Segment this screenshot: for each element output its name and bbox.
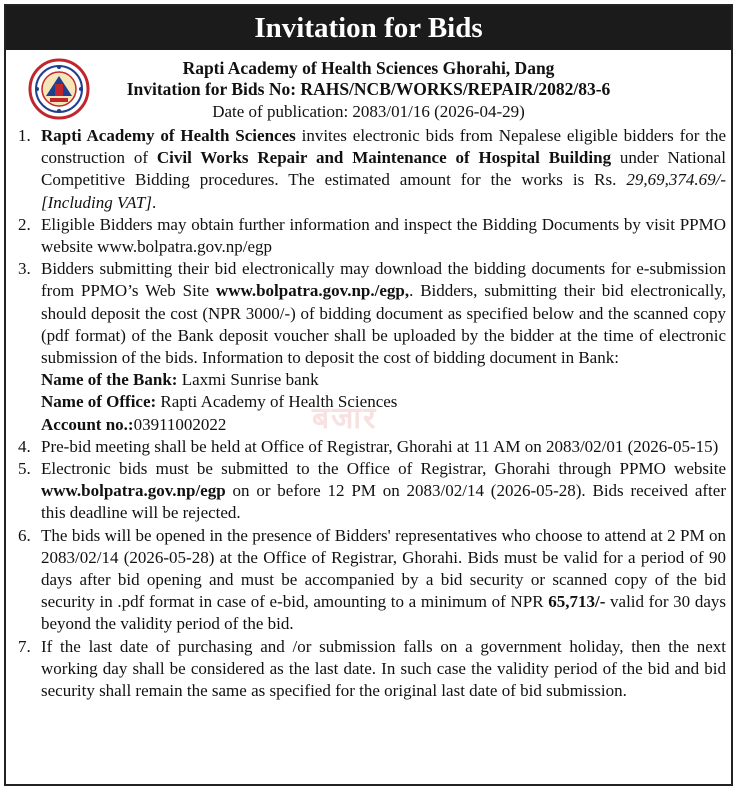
clause-list <box>18 125 726 702</box>
publication-date: Date of publication: 2083/01/16 (2026-04-29) <box>212 102 525 121</box>
office-value: Rapti Academy of Health Sciences <box>156 392 398 412</box>
clause-number: 4. <box>18 436 31 456</box>
clause-4 <box>18 436 726 458</box>
clause-5 <box>18 458 726 525</box>
clause-2 <box>18 214 726 258</box>
clause-number: 3. <box>18 259 31 279</box>
clause-1 <box>18 125 726 214</box>
clause-number: 2. <box>18 214 31 234</box>
clause-text: invites electronic bids from Nepalese eligible bidders for the construction of <box>41 126 726 168</box>
clause-text: Bidders submitting their bid electronically may download the bidding documents for e-submission from PPMO’s Web Site <box>41 259 726 301</box>
clause-text: . <box>151 192 157 212</box>
organization-name: Rapti Academy of Health Sciences Ghorahi, Dang <box>182 58 555 78</box>
estimated-amount: 29,69,374.69/- [Including VAT] <box>41 170 726 212</box>
account-value: 03911002022 <box>133 414 227 434</box>
ifb-number: Invitation for Bids No: RAHS/NCB/WORKS/REPAIR/2082/83-6 <box>126 79 611 99</box>
clause-number: 5. <box>18 459 31 479</box>
bank-name-row <box>41 369 726 391</box>
clause-text: If the last date of purchasing and /or submission falls on a government holiday, then the next working day shall be considered as the last date. In such case the validity period of the bid and bid security shall remain the same as specified for the original last date of bid submission. <box>41 636 726 701</box>
clause-number: 7. <box>18 636 31 656</box>
clause-text: . Bidders, submitting their bid electronically, should deposit the cost (NPR 3000/-) of bidding document as specified below and the scanned copy (pdf format) of the Bank deposit voucher shall be uploaded by the bidder at the time of electronic submission of the bids. Information to deposit the cost of bidding document in Bank: <box>41 281 726 368</box>
clause-text: Pre-bid meeting shall be held at Office of Registrar, Ghorahi at 11 AM on 2083/02/01 (2026-05-15) <box>41 436 719 456</box>
clause-text: under National Competitive Bidding procedures. The estimated amount for the works is Rs. <box>41 148 726 190</box>
office-name-row <box>41 391 726 413</box>
clause-6 <box>18 525 726 636</box>
bank-value: Laxmi Sunrise bank <box>177 370 319 390</box>
bank-label: Name of the Bank: <box>41 370 178 390</box>
office-label: Name of Office: <box>41 392 157 412</box>
notice-title: Invitation for Bids <box>6 6 731 50</box>
website-url: www.bolpatra.gov.np/egp <box>41 481 226 501</box>
work-title: Civil Works Repair and Maintenance of Hospital Building <box>156 148 612 168</box>
clause-7 <box>18 636 726 703</box>
clause-text: valid for 30 days beyond the validity period of the bid. <box>41 592 726 634</box>
account-label: Account no.: <box>41 414 134 434</box>
clause-text: The bids will be opened in the presence of Bidders' representatives who choose to attend at 2 PM on 2083/02/14 (2026-05-28) at the Office of Registrar, Ghorahi. Bids must be valid for a period of 90 days after bid opening and must be accompanied by a bid security or scanned copy of the bid security in .pdf format in case of e-bid, amounting to a minimum of NPR <box>41 525 726 612</box>
account-row <box>41 414 726 436</box>
watermark: बजार <box>312 401 378 436</box>
clause-3 <box>18 258 726 436</box>
clause-text: Eligible Bidders may obtain further information and inspect the Bidding Documents by visit PPMO website www.bolpatra.gov.np/egp <box>41 214 726 257</box>
bid-security-amount: 65,713/- <box>548 592 606 612</box>
clause-text: on or before 12 PM on 2083/02/14 (2026-05-28). Bids received after this deadline will be rejected. <box>41 481 726 523</box>
clause-number: 1. <box>18 126 31 145</box>
website-url: www.bolpatra.gov.np./egp, <box>215 281 410 301</box>
clause-number: 6. <box>18 525 31 545</box>
clause-text: Electronic bids must be submitted to the Office of Registrar, Ghorahi through PPMO website <box>41 459 726 479</box>
bid-notice <box>4 4 733 786</box>
org-bold: Rapti Academy of Health Sciences <box>41 126 296 145</box>
